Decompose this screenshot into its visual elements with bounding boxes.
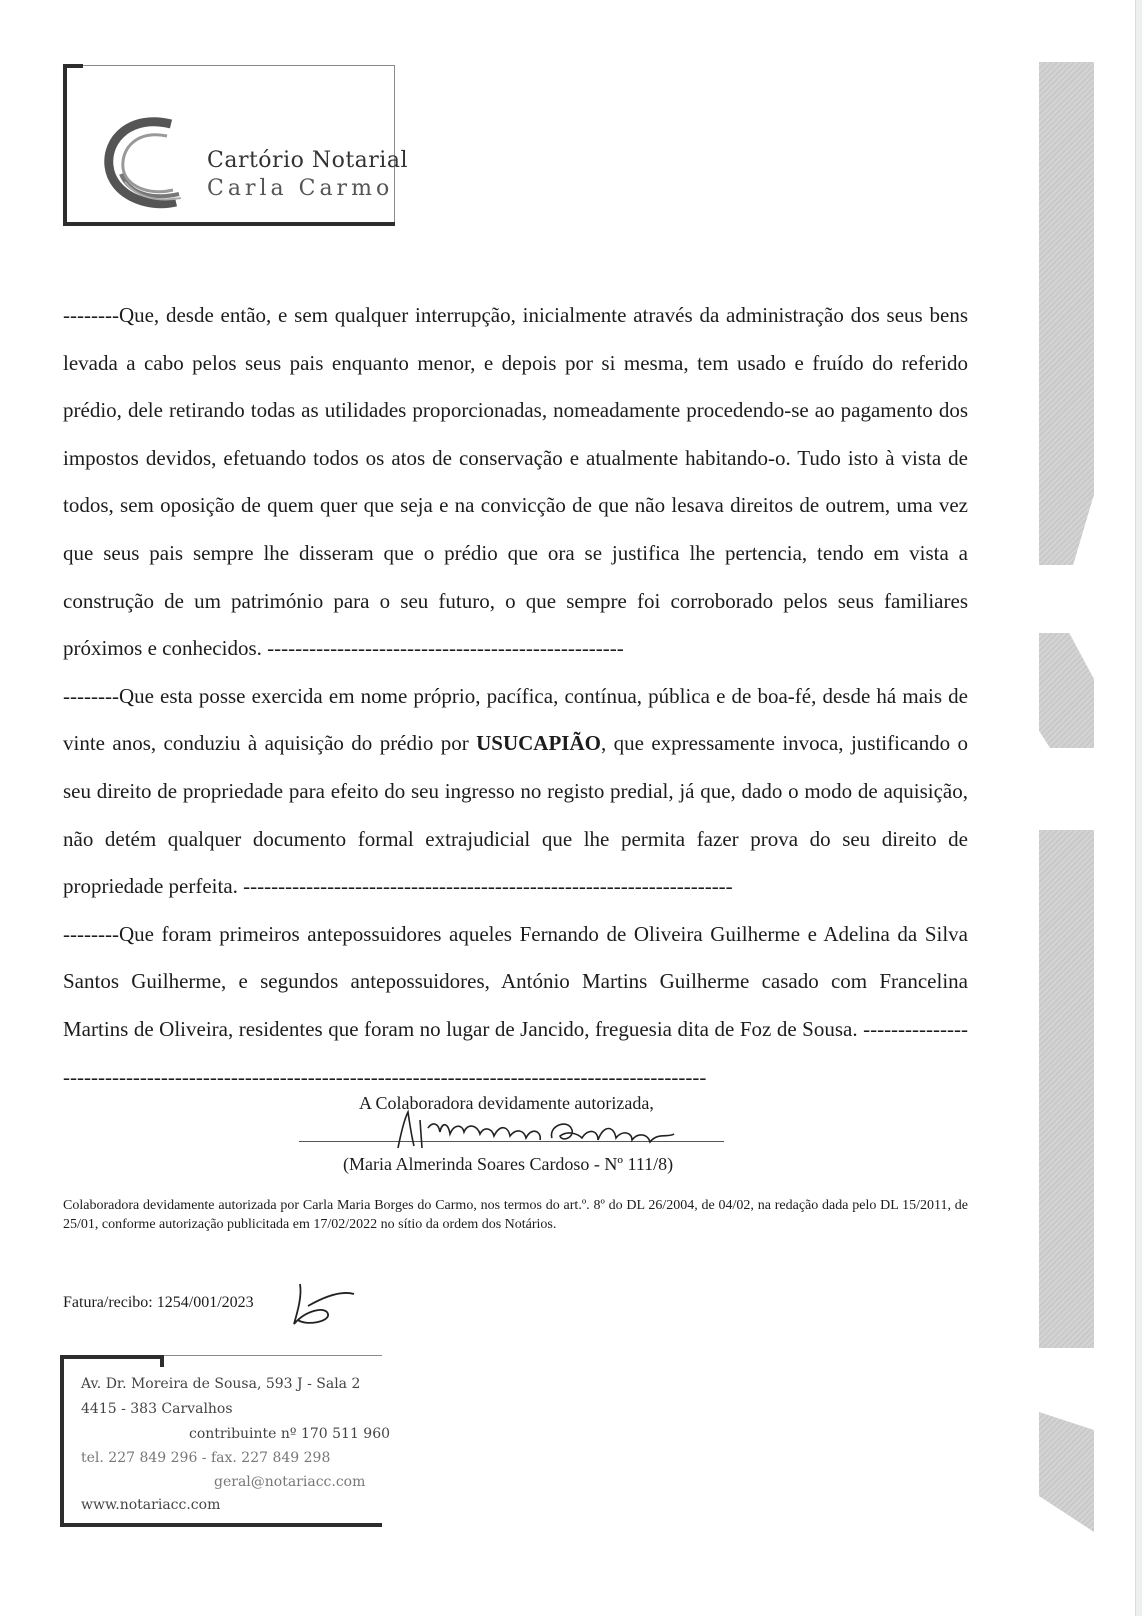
frame-line — [394, 65, 395, 222]
paragraph: --------Que, desde então, e sem qualquer interrupção, inicialmente através da administração dos seus bens levada a cabo pelos seus pais enquanto menor, e depois por si mesma, tem usado e fruído do referido prédio, dele retirando todas as utilidades proporcionadas, nomeadamente procedendo-se ao pagamento dos impostos devidos, efetuando todos os atos de conservação e atualmente habitando-o. Tudo isto à vista de todos, sem oposição de quem quer que seja e na convicção de que não lesava direitos de outrem, uma vez que seus pais sempre lhe disseram que o prédio que ora se justifica lhe pertencia, tendo em vista a construção de um património para o seu futuro, o que sempre foi corroborado pelos seus familiares próximos e conhecidos. --------------------------------------------------- — [63, 303, 968, 661]
authorization-note: Colaboradora devidamente autorizada por Carla Maria Borges do Carmo, nos termos do art.º. 8º do DL 26/2004, de 04/02, na redação dada pelo DL 15/2011, de 25/01, conforme autorização publicitada em 17/02/2022 no sítio da ordem dos Notários. — [63, 1198, 968, 1232]
paragraph-text: --------Que esta posse exercida em nome próprio, pacífica, contínua, pública e de boa-fé, desde há mais de vinte anos, conduziu à aquisição do prédio por — [63, 683, 968, 756]
paragraph: --------Que foram primeiros antepossuidores aqueles Fernando de Oliveira Guilherme e Adelina da Silva Santos Guilherme, e segundos antepossuidores, António Martins Guilherme casado com Francelina Martins de Oliveira, residentes que foram no lugar de Jancido, freguesia dita de Foz de Sousa. ----------------------------------------------------------------------------------------------------------- — [63, 921, 968, 1089]
frame-tick — [63, 64, 83, 68]
scan-edge — [1135, 0, 1142, 1616]
scan-shadow — [1039, 1412, 1094, 1532]
handwritten-initials — [286, 1280, 358, 1330]
brand-owner: Carla Carmo — [207, 176, 394, 201]
scan-shadow — [1039, 633, 1094, 748]
taxpayer-number: contribuinte nº 170 511 960 — [189, 1426, 391, 1442]
postal-code: 4415 - 383 Carvalhos — [81, 1401, 233, 1417]
brand-name: Cartório Notarial — [207, 148, 408, 173]
frame-line — [164, 1355, 382, 1356]
scan-shadow — [1039, 62, 1094, 565]
letterhead — [63, 64, 408, 226]
emphasis-usucapiao: USUCAPIÃO — [476, 731, 601, 756]
signatory-name: (Maria Almerinda Soares Cardoso - Nº 111/8) — [343, 1154, 674, 1174]
website: www.notariacc.com — [81, 1497, 221, 1513]
signature-caption: A Colaboradora devidamente autorizada, — [359, 1093, 654, 1113]
scan-shadow — [1039, 830, 1094, 1348]
paragraph-text: , que expressamente invoca, justificando o seu direito de propriedade para efeito do seu ingresso no registo predial, já que, dado o modo de aquisição, não detém qualquer documento formal extrajudicial que lhe permita fazer prova do seu direito de propriedade perfeita. ---------------------------------------------------------------------- — [63, 731, 968, 899]
frame-line — [83, 65, 395, 66]
notary-logo-icon — [101, 114, 191, 214]
document-body — [63, 292, 968, 1101]
email: geral@notariacc.com — [214, 1474, 366, 1490]
frame-tick — [160, 1355, 164, 1367]
handwritten-signature — [392, 1108, 692, 1152]
paragraph — [63, 673, 968, 911]
invoice-number: Fatura/recibo: 1254/001/2023 — [63, 1294, 254, 1311]
frame-tick — [60, 1355, 164, 1359]
address-line: Av. Dr. Moreira de Sousa, 593 J - Sala 2 — [81, 1376, 361, 1392]
address-block — [60, 1355, 391, 1527]
phone-fax: tel. 227 849 296 - fax. 227 849 298 — [81, 1450, 331, 1466]
